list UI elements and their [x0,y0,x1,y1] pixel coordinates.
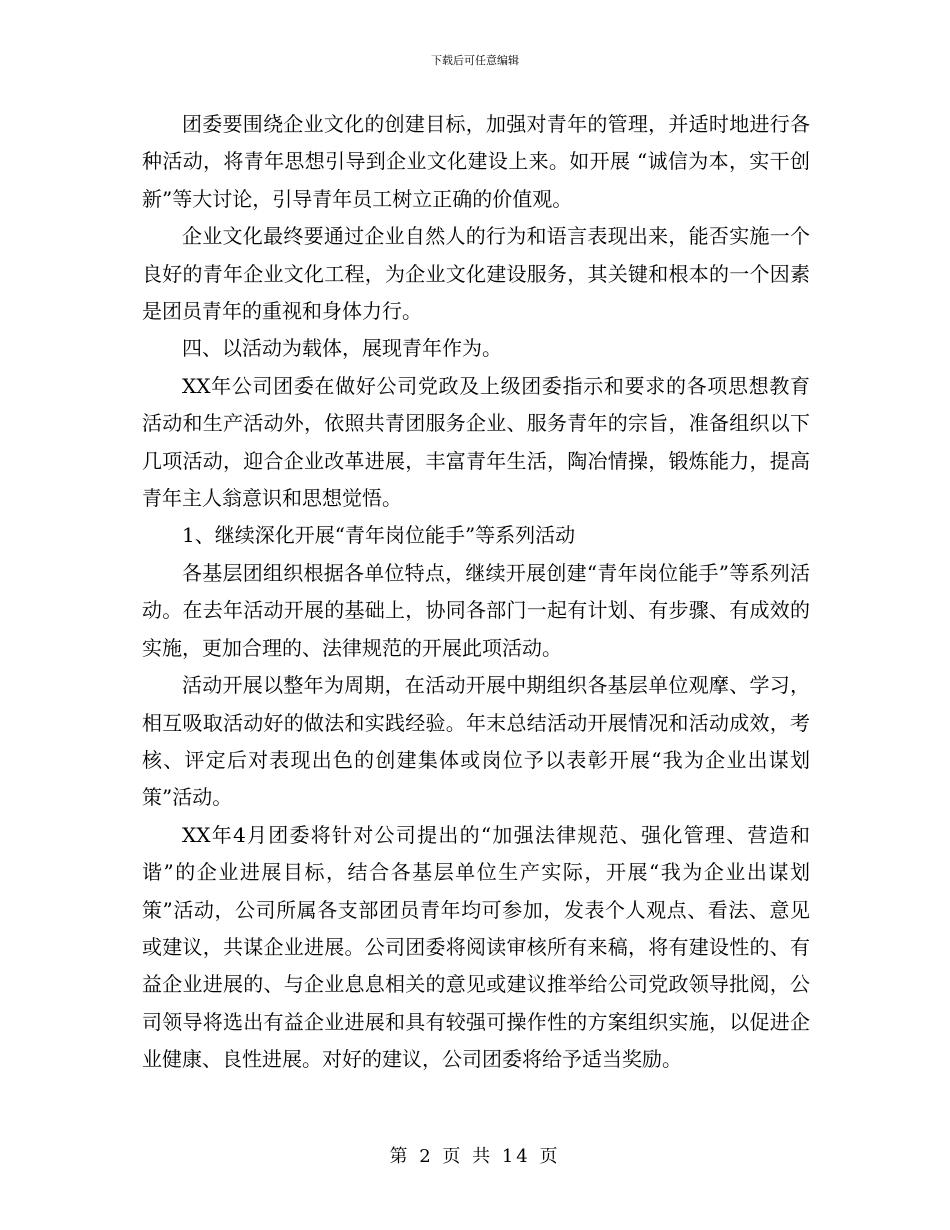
page-header: 下载后可任意编辑 [431,54,519,67]
paragraph: 企业文化最终要通过企业自然人的行为和语言表现出来，能否实施一个良好的青年企业文化工程，为企业文化建设服务，其关键和根本的一个因素是团员青年的重视和身体力行。 [142,224,810,324]
paragraph: 各基层团组织根据各单位特点，继续开展创建“青年岗位能手”等系列活动。在去年活动开展的基础上，协同各部门一起有计划、有步骤、有成效的实施，更加合理的、法律规范的开展此项活动。 [142,560,810,660]
document-body [142,106,810,1079]
subsection-heading: 1、继续深化开展“青年岗位能手”等系列活动 [182,523,576,548]
paragraph: 团委要围绕企业文化的创建目标，加强对青年的管理，并适时地进行各种活动，将青年思想引导到企业文化建设上来。如开展 “诚信为本，实干创新”等大讨论，引导青年员工树立正确的价值观。 [142,112,810,211]
page-number: 第 2 页 共 14 页 [389,1146,561,1167]
paragraph: XX年4月团委将针对公司提出的“加强法律规范、强化管理、营造和谐”的企业进展目标，结合各基层单位生产实际，开展“我为企业出谋划策”活动，公司所属各支部团员青年均可参加，发表个人观点、看法、意见或建议，共谋企业进展。公司团委将阅读审核所有来稿，将有建设性的、有益企业进展的、与企业息息相关的意见或建议推举给公司党政领导批阅，公司领导将选出有益企业进展和具有较强可操作性的方案组织实施，以促进企业健康、良性进展。对好的建议，公司团委将给予适当奖励。 [142,822,810,1072]
paragraph: 活动开展以整年为周期，在活动开展中期组织各基层单位观摩、学习，相互吸取活动好的做法和实践经验。年末总结活动开展情况和活动成效，考核、评定后对表现出色的创建集体或岗位予以表彰开展“我为企业出谋划策”活动。 [142,673,810,810]
paragraph: XX年公司团委在做好公司党政及上级团委指示和要求的各项思想教育活动和生产活动外，依照共青团服务企业、服务青年的宗旨，准备组织以下几项活动，迎合企业改革进展，丰富青年生活，陶冶情操，锻炼能力，提高青年主人翁意识和思想觉悟。 [142,373,810,511]
section-heading: 四、以活动为载体，展现青年作为。 [182,336,502,361]
